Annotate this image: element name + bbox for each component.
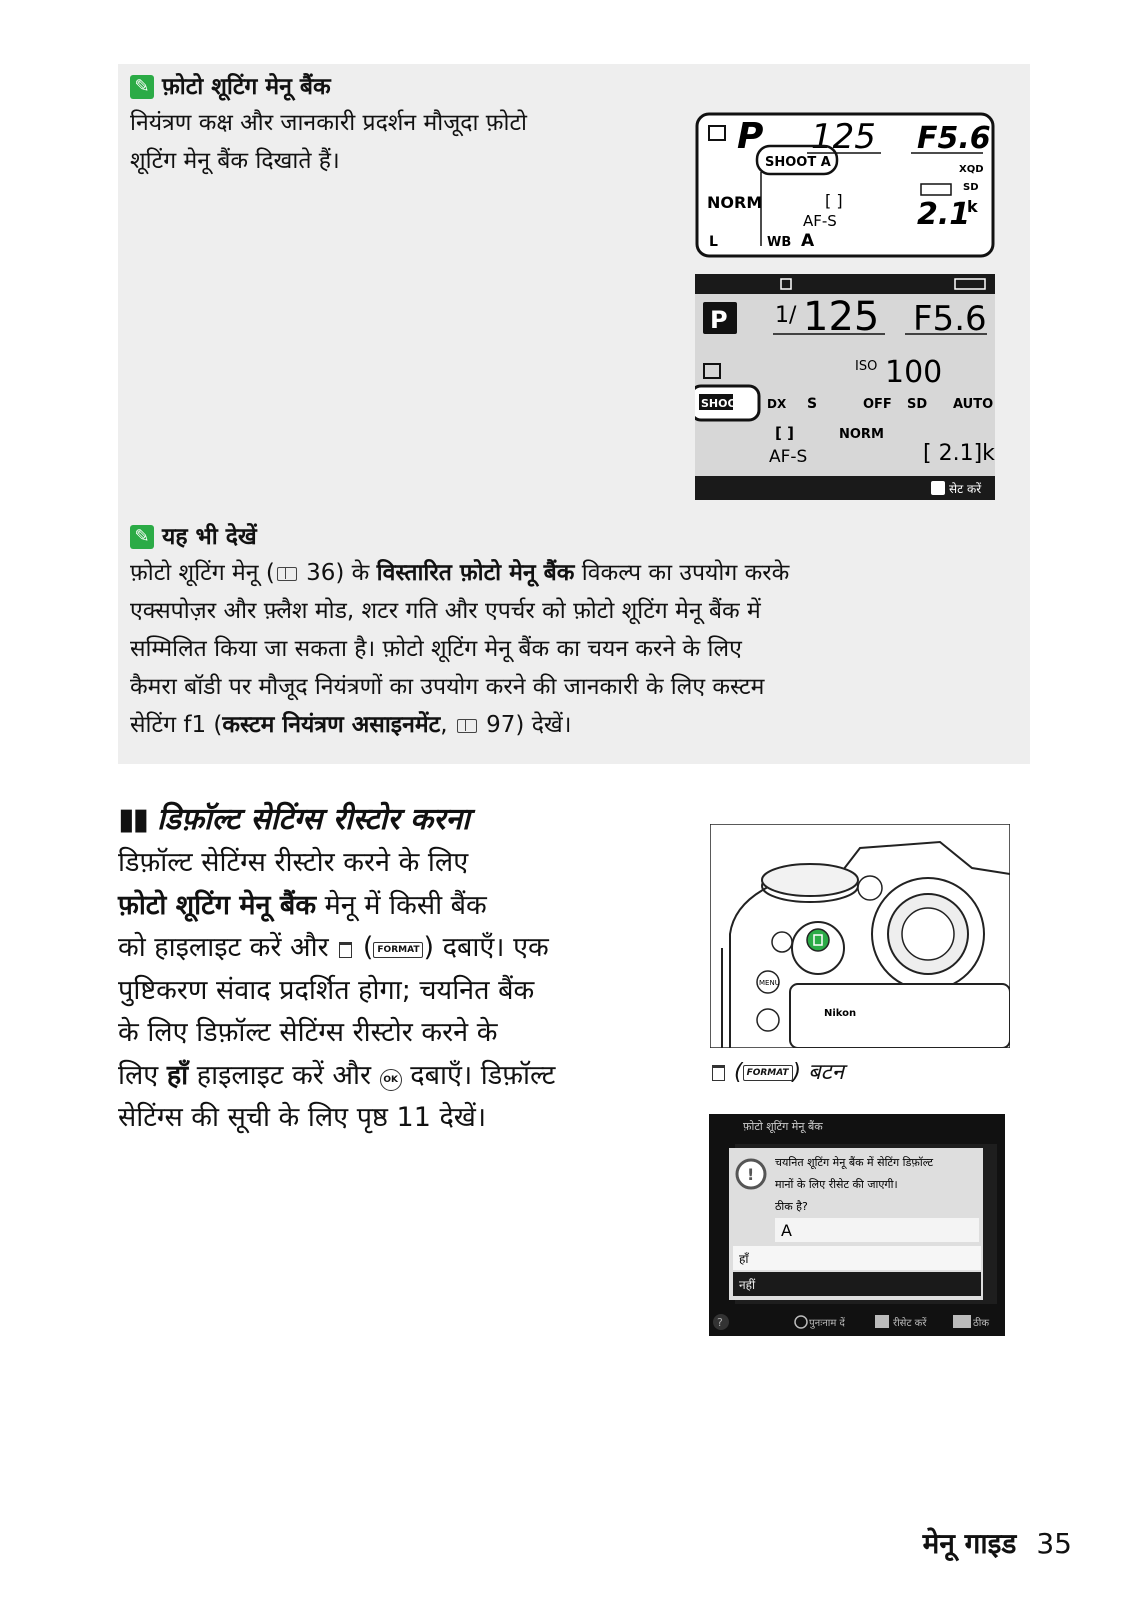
menu-label: MENU — [759, 979, 780, 987]
dialog-message: मानों के लिए रीसेट की जाएगी। — [775, 1178, 898, 1191]
note-see-also-line: एक्सपोज़र और फ़्लैश मोड, शटर गति और एपर्चर को फ़ोटो शूटिंग मेनू बैंक में — [130, 598, 761, 624]
note-see-also-line: सम्मिलित किया जा सकता है। फ़ोटो शूटिंग मेनू बैंक का चयन करने के लिए — [130, 636, 742, 662]
info-iso-label: ISO — [855, 359, 878, 374]
note-bank-line: शूटिंग मेनू बैंक दिखाते हैं। — [130, 148, 340, 174]
info-bank: SHOOT A — [701, 397, 757, 410]
body-line: डिफ़ॉल्ट सेटिंग्स रीस्टोर करने के लिए — [118, 847, 469, 878]
dialog-header: फ़ोटो शूटिंग मेनू बैंक — [743, 1120, 823, 1133]
body-line: को हाइलाइट करें और ( FORMAT ) दबाएँ। एक — [118, 932, 549, 963]
camera-caption: ( FORMAT ) बटन — [710, 1056, 844, 1086]
rear-monitor — [790, 984, 1010, 1048]
body-line: पुष्टिकरण संवाद प्रदर्शित होगा; चयनित बैंक — [118, 974, 535, 1006]
pencil-icon: ✎ — [130, 525, 154, 549]
body-line: फ़ोटो शूटिंग मेनू बैंक मेनू में किसी बैंक — [118, 889, 487, 921]
dialog-message: चयनित शूटिंग मेनू बैंक में सेटिंग डिफ़ॉल्ट — [775, 1156, 934, 1169]
reset-dialog-screenshot — [709, 1114, 1005, 1336]
trash-icon — [712, 1065, 725, 1081]
info-shutter-num: 1/ — [775, 303, 797, 328]
lcd-shutter: 125 — [811, 117, 876, 157]
ok-button-icon: OK — [380, 1069, 402, 1091]
info-focus-area: [ ] — [775, 424, 794, 442]
option-no[interactable] — [733, 1272, 981, 1296]
lcd-focus-area: [ ] — [825, 191, 843, 210]
svg-text:?: ? — [717, 1316, 723, 1329]
delete-button — [807, 929, 829, 951]
control-panel-lcd — [695, 112, 995, 258]
ok-label: ठीक — [973, 1318, 990, 1329]
footer-title: मेनू गाइड — [922, 1527, 1017, 1560]
body-line: के लिए डिफ़ॉल्ट सेटिंग्स रीस्टोर करने के — [118, 1017, 498, 1048]
note-see-also-heading — [130, 520, 789, 554]
note-bank-title: फ़ोटो शूटिंग मेनू बैंक — [162, 74, 331, 100]
svg-text:!: ! — [747, 1165, 755, 1184]
info-row-flash: OFF — [863, 397, 892, 412]
info-row-wb: AUTO — [953, 397, 994, 412]
body-line: लिए हाँ हाइलाइट करें और OK दबाएँ। डिफ़ॉल्ट — [118, 1059, 556, 1091]
rename-label: पुनःनाम दें — [809, 1318, 845, 1329]
section-body — [118, 842, 698, 1140]
info-row-dx: DX — [767, 397, 787, 411]
info-qual: NORM — [839, 427, 884, 442]
lcd-focus-mode: AF-S — [803, 212, 837, 230]
note-bank-line: नियंत्रण कक्ष और जानकारी प्रदर्शन मौजूदा फ़ोटो — [130, 110, 528, 136]
lcd-wb-value: A — [801, 231, 815, 251]
info-mode: P — [710, 306, 728, 334]
lcd-wb: WB — [767, 235, 792, 250]
lcd-bank: SHOOT A — [765, 155, 831, 170]
note-see-also-line: कैमरा बॉडी पर मौजूद नियंत्रणों का उपयोग करने की जानकारी के लिए कस्टम — [130, 674, 765, 700]
info-focus-mode: AF-S — [769, 447, 808, 467]
lcd-norm: NORM — [707, 193, 763, 212]
trash-icon — [339, 942, 352, 958]
note-bank — [130, 70, 527, 180]
option-no-label: नहीं — [739, 1278, 756, 1292]
body-line: सेटिंग्स की सूची के लिए पृष्ठ 11 देखें। — [118, 1102, 487, 1133]
lcd-aperture: F5.6 — [917, 121, 991, 156]
lock-button — [757, 1009, 779, 1031]
section-marker-icon: ▮▮ — [118, 802, 148, 837]
lcd-card-xqd: XQD — [959, 164, 984, 175]
dialog-message: ठीक है? — [775, 1200, 808, 1213]
note-see-also-line: फ़ोटो शूटिंग मेनू ( 36) के विस्तारित फ़ोटो मेनू बैंक विकल्प का उपयोग करके — [130, 560, 790, 586]
info-row-card: SD — [907, 397, 928, 412]
info-display — [695, 274, 995, 500]
option-yes-label: हाँ — [739, 1252, 749, 1266]
format-icon: FORMAT — [743, 1065, 793, 1081]
note-see-also-line: सेटिंग f1 (कस्टम नियंत्रण असाइनमेंट, 97) देखें। — [130, 712, 572, 738]
info-i-icon — [931, 481, 945, 495]
book-icon — [457, 719, 477, 733]
note-see-also-title: यह भी देखें — [162, 524, 257, 550]
pencil-icon: ✎ — [130, 75, 154, 99]
info-shutter: 125 — [803, 294, 880, 340]
note-see-also — [130, 520, 789, 744]
dialog-bank: A — [781, 1221, 792, 1240]
info-aperture: F5.6 — [913, 299, 987, 339]
note-bank-heading — [130, 70, 527, 104]
lcd-card-sd: SD — [963, 182, 979, 193]
section-title: ▮▮ डिफ़ॉल्ट सेटिंग्स रीस्टोर करना — [118, 802, 470, 837]
lcd-remaining-unit: k — [967, 197, 978, 216]
format-icon: FORMAT — [373, 942, 423, 958]
lcd-size: L — [709, 234, 718, 250]
page-number: 35 — [1036, 1527, 1072, 1560]
info-row-size: S — [807, 396, 818, 412]
reset-label: रीसेट करें — [893, 1318, 927, 1329]
ok-icon — [953, 1315, 971, 1328]
page-footer — [923, 1524, 1072, 1562]
camera-brand: Nikon — [824, 1008, 857, 1019]
book-icon — [277, 567, 297, 581]
trash-icon — [875, 1315, 889, 1328]
camera-illustration — [710, 824, 1010, 1048]
lcd-remaining: 2.1 — [917, 197, 971, 232]
lcd-mode: P — [737, 116, 764, 157]
info-remaining: [ 2.1]k — [923, 441, 995, 466]
info-set: सेट करें — [949, 482, 982, 496]
info-iso: 100 — [885, 355, 943, 390]
option-yes[interactable] — [733, 1246, 981, 1270]
